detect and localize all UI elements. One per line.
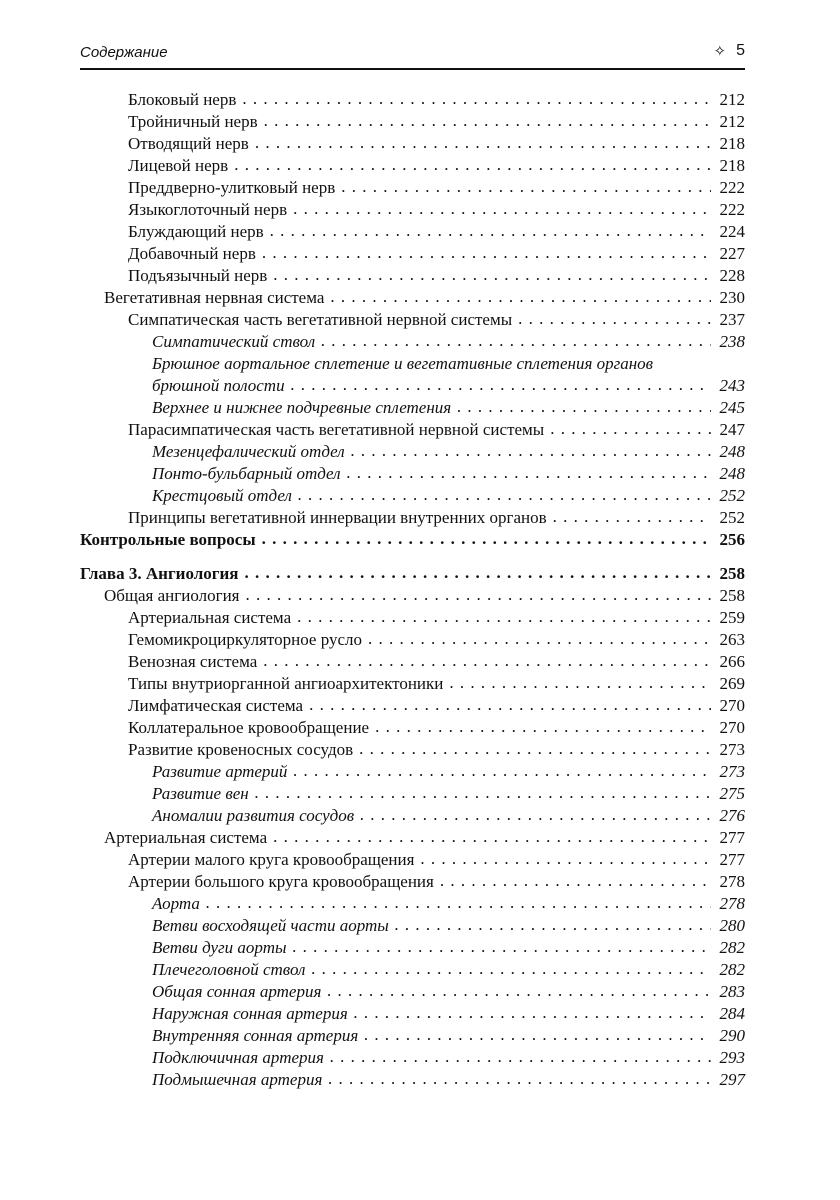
dot-leader	[309, 694, 711, 716]
toc-page-number: 297	[719, 1070, 745, 1089]
toc-entry-title: Понто-бульбарный отдел	[152, 464, 341, 483]
toc-page-number: 222	[719, 200, 745, 219]
toc-entry[interactable]	[80, 485, 745, 507]
dot-leader	[244, 562, 711, 584]
toc-page-number: 248	[719, 464, 745, 483]
toc-entry[interactable]	[80, 871, 745, 893]
toc-page-number: 277	[719, 828, 745, 847]
toc-entry[interactable]	[80, 419, 745, 441]
toc-entry-title: Аномалии развития сосудов	[152, 806, 355, 825]
toc-page-number: 248	[719, 442, 745, 461]
toc-entry[interactable]	[80, 221, 745, 243]
dot-leader	[360, 804, 711, 826]
dot-leader	[291, 374, 711, 396]
toc-page-number: 256	[719, 530, 745, 549]
dot-leader	[457, 396, 711, 418]
toc-entry-title: Ветви восходящей части аорты	[152, 916, 389, 935]
toc-entry-title: Лимфатическая система	[128, 696, 304, 715]
toc-page-number: 227	[719, 244, 745, 263]
dot-leader	[395, 914, 711, 936]
dot-leader	[255, 782, 711, 804]
toc-entry-title: Подключичная артерия	[152, 1048, 324, 1067]
toc-entry[interactable]	[80, 717, 745, 739]
toc-page-number: 245	[719, 398, 745, 417]
toc-page-number: 283	[719, 982, 745, 1001]
toc-entry-title: Аорта	[152, 894, 200, 913]
toc-entry-title: Гемомикроциркуляторное русло	[128, 630, 363, 649]
toc-page-number: 237	[719, 310, 745, 329]
toc-entry[interactable]	[80, 397, 745, 419]
dot-leader	[354, 1002, 711, 1024]
dot-leader	[518, 308, 711, 330]
toc-page-number: 273	[719, 740, 745, 759]
dot-leader	[359, 738, 711, 760]
toc-entry[interactable]	[80, 1025, 745, 1047]
dot-leader	[347, 462, 711, 484]
toc-entry[interactable]	[80, 1069, 745, 1091]
toc-page-number: 278	[719, 872, 745, 891]
toc-entry-title: Плечеголовной ствол	[152, 960, 306, 979]
dot-leader	[341, 176, 711, 198]
dot-leader	[273, 264, 711, 286]
toc-page-number: 247	[719, 420, 745, 439]
dot-leader	[420, 848, 711, 870]
toc-entry-title: Наружная сонная артерия	[152, 1004, 348, 1023]
toc-page-number: 224	[719, 222, 745, 241]
toc-page-number: 238	[719, 332, 745, 351]
toc-entry[interactable]	[80, 937, 745, 959]
page-number: 5	[736, 42, 745, 59]
toc-entry-title: Парасимпатическая часть вегетативной нервной системы	[128, 420, 545, 439]
dot-leader	[330, 286, 711, 308]
page-number-group	[714, 42, 745, 60]
toc-entry[interactable]	[80, 309, 745, 331]
toc-entry[interactable]	[80, 111, 745, 133]
header-rule	[80, 68, 745, 70]
dot-leader	[293, 198, 711, 220]
toc-entry-title: Артериальная система	[128, 608, 292, 627]
dot-leader	[375, 716, 711, 738]
dot-leader	[553, 506, 711, 528]
toc-entry[interactable]	[80, 177, 745, 199]
dot-leader	[262, 528, 711, 550]
toc-entry-title: Преддверно-улитковый нерв	[128, 178, 336, 197]
dot-leader	[293, 760, 711, 782]
toc-entry[interactable]	[80, 893, 745, 915]
toc-page-number: 269	[719, 674, 745, 693]
toc-entry[interactable]	[80, 243, 745, 265]
toc-entry-title: Артерии малого круга кровообращения	[128, 850, 415, 869]
toc-entry-title: Подмышечная артерия	[152, 1070, 323, 1089]
toc-entry[interactable]	[80, 629, 745, 651]
toc-entry-title: Развитие кровеносных сосудов	[128, 740, 354, 759]
toc-page-number: 218	[719, 134, 745, 153]
toc-entry[interactable]	[80, 507, 745, 529]
ornament-icon: ✧	[713, 43, 727, 60]
toc-page-number: 222	[719, 178, 745, 197]
toc-page-number: 266	[719, 652, 745, 671]
toc-page-number: 282	[719, 938, 745, 957]
toc-entry[interactable]	[80, 959, 745, 981]
toc-entry[interactable]	[80, 827, 745, 849]
toc-entry[interactable]	[80, 849, 745, 871]
dot-leader	[321, 330, 711, 352]
toc-entry[interactable]	[80, 607, 745, 629]
dot-leader	[246, 584, 712, 606]
toc-page-number: 278	[719, 894, 745, 913]
toc-page-number: 284	[719, 1004, 745, 1023]
toc-entry-title: Добавочный нерв	[128, 244, 256, 263]
dot-leader	[262, 242, 711, 264]
toc-entry[interactable]	[80, 673, 745, 695]
dot-leader	[330, 1046, 711, 1068]
toc-entry-title: Типы внутриорганной ангиоархитектоники	[128, 674, 444, 693]
toc-entry[interactable]	[80, 695, 745, 717]
toc-entry[interactable]	[80, 287, 745, 309]
toc-entry-title: Отводящий нерв	[128, 134, 249, 153]
toc-entry[interactable]	[80, 651, 745, 673]
running-header	[80, 36, 745, 64]
toc-entry[interactable]	[80, 89, 745, 111]
toc-page-number: 280	[719, 916, 745, 935]
dot-leader	[327, 980, 711, 1002]
toc-entry[interactable]	[80, 199, 745, 221]
dot-leader	[364, 1024, 711, 1046]
toc-entry-title: Верхнее и нижнее подчревные сплетения	[152, 398, 452, 417]
toc-page-number: 263	[719, 630, 745, 649]
toc-page-number: 276	[719, 806, 745, 825]
toc-page-number: 212	[719, 112, 745, 131]
toc-entry-title: Крестцовый отдел	[152, 486, 292, 505]
toc-page-number: 230	[719, 288, 745, 307]
toc-entry-title: Коллатеральное кровообращение	[128, 718, 370, 737]
table-of-contents	[80, 89, 745, 1091]
dot-leader	[292, 936, 711, 958]
dot-leader	[242, 88, 711, 110]
dot-leader	[298, 484, 711, 506]
toc-page-number: 252	[719, 486, 745, 505]
toc-entry-title: Подъязычный нерв	[128, 266, 268, 285]
toc-entry-title: Блоковый нерв	[128, 90, 237, 109]
toc-page-number: 282	[719, 960, 745, 979]
toc-entry-title: Развитие артерий	[152, 762, 288, 781]
toc-page-number: 273	[719, 762, 745, 781]
dot-leader	[368, 628, 711, 650]
running-header-title: Содержание	[80, 44, 168, 61]
toc-entry-title: Развитие вен	[152, 784, 249, 803]
toc-entry[interactable]	[80, 915, 745, 937]
toc-entry-title: Блуждающий нерв	[128, 222, 264, 241]
dot-leader	[270, 220, 711, 242]
dot-leader	[264, 110, 711, 132]
toc-entry-title: Языкоглоточный нерв	[128, 200, 288, 219]
toc-entry[interactable]	[80, 133, 745, 155]
toc-page-number: 258	[719, 564, 745, 583]
dot-leader	[255, 132, 711, 154]
toc-entry-title: Артериальная система	[104, 828, 268, 847]
toc-entry[interactable]	[80, 739, 745, 761]
toc-page-number: 252	[719, 508, 745, 527]
toc-page-number: 212	[719, 90, 745, 109]
toc-entry[interactable]	[80, 529, 745, 551]
toc-entry-title: Симпатический ствол	[152, 332, 316, 351]
toc-entry[interactable]	[80, 331, 745, 353]
toc-entry[interactable]	[80, 463, 745, 485]
toc-page-number: 218	[719, 156, 745, 175]
toc-entry-title: Ветви дуги аорты	[152, 938, 287, 957]
toc-entry[interactable]	[80, 783, 745, 805]
dot-leader	[351, 440, 711, 462]
toc-entry[interactable]	[80, 563, 745, 585]
dot-leader	[234, 154, 711, 176]
toc-entry[interactable]	[80, 441, 745, 463]
toc-entry[interactable]	[80, 375, 745, 397]
toc-entry-title: Брюшное аортальное сплетение и вегетативные сплетения органов	[152, 354, 654, 373]
toc-page-number: 259	[719, 608, 745, 627]
dot-leader	[263, 650, 711, 672]
toc-entry-title: Внутренняя сонная артерия	[152, 1026, 359, 1045]
toc-entry-title: Контрольные вопросы	[80, 530, 256, 549]
toc-entry[interactable]	[80, 981, 745, 1003]
toc-entry-title: Артерии большого круга кровообращения	[128, 872, 434, 891]
dot-leader	[440, 870, 711, 892]
toc-entry-title: брюшной полости	[152, 376, 285, 395]
toc-entry[interactable]	[80, 155, 745, 177]
toc-entry[interactable]	[80, 805, 745, 827]
toc-page-number: 275	[719, 784, 745, 803]
toc-page-number: 293	[719, 1048, 745, 1067]
dot-leader	[273, 826, 711, 848]
toc-entry-title: Лицевой нерв	[128, 156, 229, 175]
toc-page-number: 243	[719, 376, 745, 395]
dot-leader	[297, 606, 711, 628]
toc-page-number: 270	[719, 696, 745, 715]
toc-entry-title: Общая сонная артерия	[152, 982, 322, 1001]
toc-entry[interactable]	[80, 761, 745, 783]
toc-entry[interactable]	[80, 1003, 745, 1025]
toc-page-number: 228	[719, 266, 745, 285]
toc-entry-title: Симпатическая часть вегетативной нервной системы	[128, 310, 513, 329]
toc-page-number: 277	[719, 850, 745, 869]
toc-page-number: 258	[719, 586, 745, 605]
toc-entry-title: Глава 3. Ангиология	[80, 564, 239, 583]
toc-page-number: 270	[719, 718, 745, 737]
toc-entry-title: Принципы вегетативной иннервации внутренних органов	[128, 508, 547, 527]
toc-entry-title: Вегетативная нервная система	[104, 288, 325, 307]
toc-entry[interactable]	[80, 1047, 745, 1069]
toc-entry-title: Мезенцефалический отдел	[152, 442, 345, 461]
toc-entry-title: Общая ангиология	[104, 586, 240, 605]
toc-page-number: 290	[719, 1026, 745, 1045]
dot-leader	[449, 672, 711, 694]
toc-entry-title: Венозная система	[128, 652, 258, 671]
dot-leader	[550, 418, 711, 440]
dot-leader	[206, 892, 711, 914]
toc-entry[interactable]	[80, 265, 745, 287]
toc-entry-line	[80, 353, 745, 375]
toc-entry-title: Тройничный нерв	[128, 112, 258, 131]
dot-leader	[311, 958, 711, 980]
toc-entry[interactable]	[80, 585, 745, 607]
dot-leader	[328, 1068, 711, 1090]
